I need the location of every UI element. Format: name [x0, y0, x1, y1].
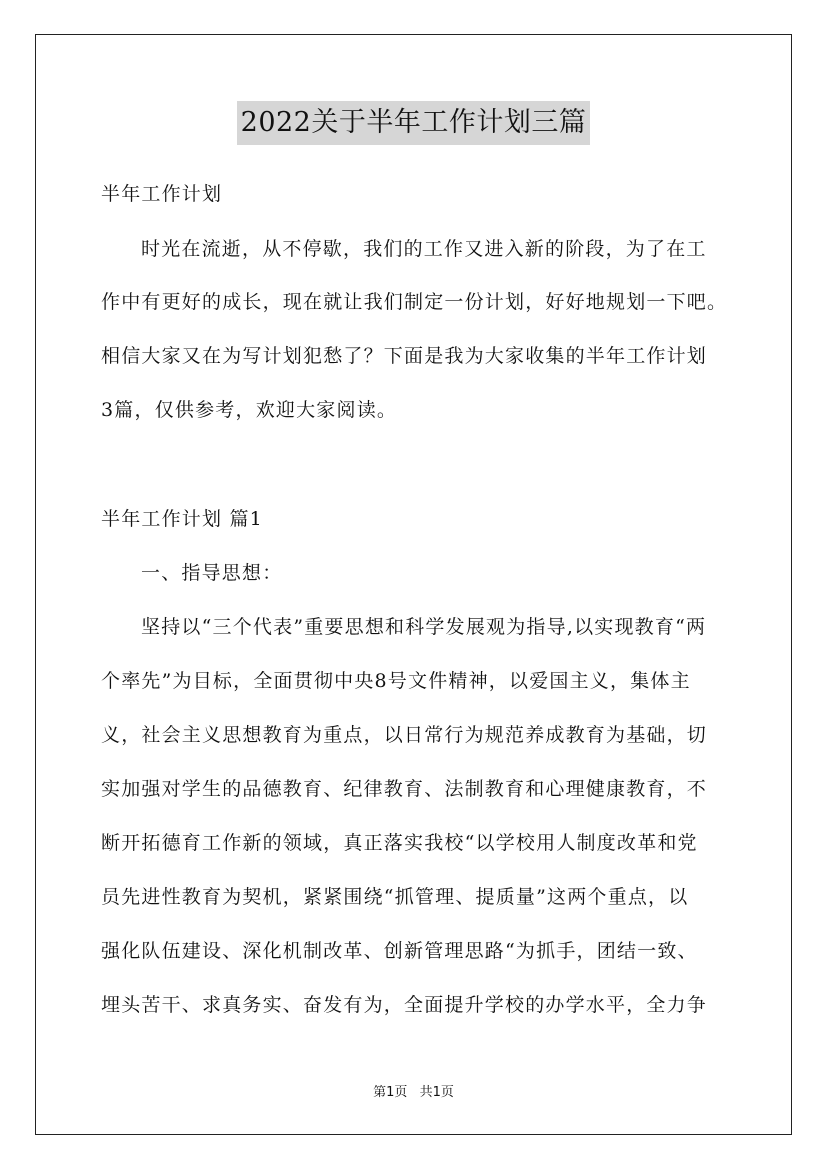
section-heading: 半年工作计划 [101, 183, 223, 205]
paragraph-line: 义，社会主义思想教育为重点，以日常行为规范养成教育为基础，切 [101, 724, 708, 746]
paragraph-line: 个率先”为目标，全面贯彻中央8号文件精神，以爱国主义，集体主 [101, 670, 691, 692]
paragraph-line: 时光在流逝，从不停歇，我们的工作又进入新的阶段，为了在工 [141, 238, 707, 260]
subsection-heading: 一、指导思想： [141, 562, 283, 584]
document-title: 2022关于半年工作计划三篇 [237, 101, 591, 145]
paragraph-line: 强化队伍建设、深化机制改革、创新管理思路“为抓手，团结一致、 [101, 940, 698, 962]
page-total: 共1页 [419, 1085, 454, 1100]
paragraph-line: 员先进性教育为契机，紧紧围绕“抓管理、提质量”这两个重点，以 [101, 886, 689, 908]
section-heading: 半年工作计划 篇1 [101, 508, 263, 530]
page-number: 第1页 [373, 1085, 408, 1100]
paragraph-line: 埋头苦干、求真务实、奋发有为，全面提升学校的办学水平，全力争 [101, 994, 708, 1016]
paragraph-line: 相信大家又在为写计划犯愁了？下面是我为大家收集的半年工作计划 [101, 345, 708, 367]
paragraph-line: 3篇，仅供参考，欢迎大家阅读。 [101, 399, 398, 421]
paragraph-line: 断开拓德育工作新的领域，真正落实我校“以学校用人制度改革和党 [101, 832, 698, 854]
paragraph-line: 实加强对学生的品德教育、纪律教育、法制教育和心理健康教育，不 [101, 778, 708, 800]
paragraph-line: 作中有更好的成长，现在就让我们制定一份计划，好好地规划一下吧。 [101, 291, 728, 313]
page-footer [0, 1084, 827, 1102]
paragraph-line: 坚持以“三个代表”重要思想和科学发展观为指导,以实现教育“两 [141, 616, 707, 638]
title-container [0, 101, 827, 145]
